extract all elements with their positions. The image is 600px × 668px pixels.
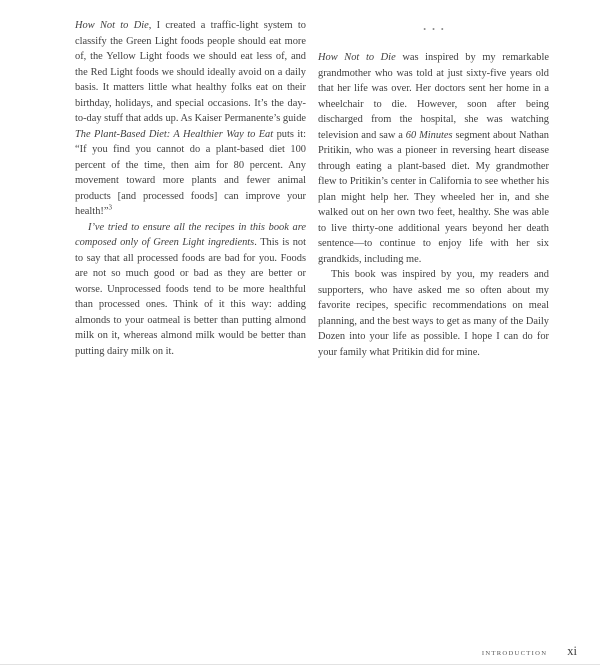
page-footer	[482, 644, 577, 659]
section-break-ornament-icon: •••	[423, 25, 450, 34]
running-footer-section: INTRODUCTION	[481, 650, 548, 657]
paragraph	[318, 267, 549, 360]
bottom-rule-divider	[0, 664, 600, 665]
guide-title-text: The Plant-Based Diet: A Healthier Way to Eat	[75, 128, 274, 140]
paragraph-text: This book was inspired by you, my readers and supporters, who have asked me so often about my favorite recipes, specific recommendations on meal planning, and the best ways to get as many of the Daily Dozen into your life as possible. I hope I can do for your family what Pritikin did for mine.	[318, 269, 549, 358]
right-column	[318, 18, 549, 360]
paragraph-text: . This is not to say that all processed foods are bad for you. Foods are not so much good or bad as they are better or worse. Unprocessed foods tend to be more healthful than processed ones. Think of it this way: adding almonds to your oatmeal is better than putting almond milk on it, whereas almond milk would be better than putting dairy milk on it.	[75, 237, 306, 357]
paragraph-text: , I created a traffic-light system to classify the Green Light foods people should eat more of, the Yellow Light foods we should eat less of, and the Red Light foods we should ideally avoid on a daily basis. It matters little what healthy folks eat on their birthday, holidays, and special occasions. It’s the day-to-day stuff that adds up. As Kaiser Permanente’s guide	[75, 20, 306, 124]
book-title-text: How Not to Die	[318, 52, 396, 63]
paragraph	[75, 220, 306, 360]
book-title-text: How Not to Die	[75, 20, 149, 31]
footnote-marker: 3	[108, 203, 112, 212]
emphasized-text: I’ve tried to ensure all the recipes in this book are composed only of Green Light ingredients	[75, 221, 306, 248]
paragraph-text: segment about Nathan Pritikin, who was a pioneer in reversing heart disease through eating a plant-based diet. My grandmother flew to Pritikin’s center in California to see whether his plan might help her. They wheeled her in, and she walked out on her own two feet, healthy. She was able to live thirty-one additional years beyond her death sentence—to continue to enjoy life with her six grandkids, including me.	[318, 129, 550, 265]
left-column	[75, 18, 306, 360]
page-number: xi	[567, 644, 577, 658]
paragraph-continuation	[75, 18, 306, 220]
paragraph-text: was inspired by my remarkable grandmother who was told at just sixty-five years old that her life was over. Her doctors sent her home in a wheelchair to die. However, soon after being discharged from the hospital, she was watching television and saw a	[318, 52, 549, 141]
paragraph-text: puts it: “If you find you cannot do a plant-based diet 100 percent of the time, then aim for 80 percent. Any movement toward more plants and fewer animal products [and processed foods] can improve your health!”	[75, 128, 307, 217]
show-title-text: 60 Minutes	[405, 129, 453, 141]
paragraph	[318, 50, 549, 267]
